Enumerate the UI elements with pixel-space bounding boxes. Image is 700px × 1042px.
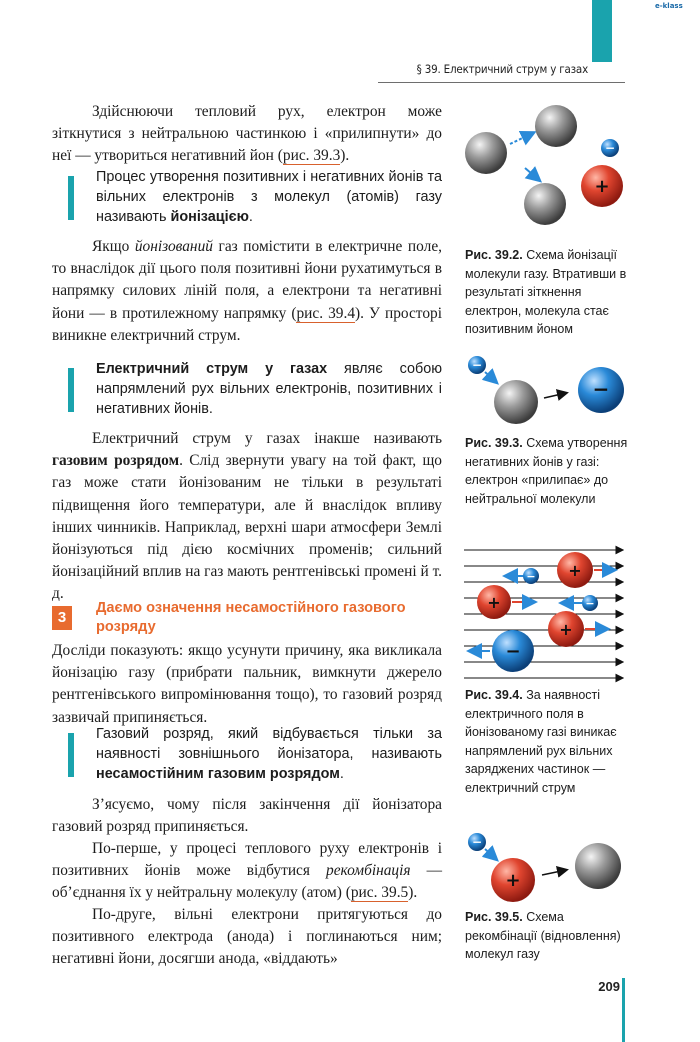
caption-39-2	[465, 246, 635, 339]
caption-39-5	[465, 908, 635, 964]
section-title: Даємо означення несамостійного газового розряду	[96, 600, 406, 635]
site-watermark: e-klass	[655, 2, 683, 10]
paragraph-recombination	[52, 838, 442, 905]
text-segment: . Слід звернути увагу на той факт, що газ може стати йонізованим не тільки в результаті підвищення його температури, але й внаслідок впливу інших чинників. Наприклад, верхні шари атмосфери Землі йонізуються під дією космічних променів; сильний йонізаційний вплив на газ мають рентгенівські промені й т. д.	[52, 452, 442, 603]
definition-gas-current	[96, 359, 442, 420]
plus-sign: +	[505, 870, 521, 891]
minus-sign: −	[471, 835, 483, 849]
text-segment: .	[248, 209, 253, 226]
figure-ref-39-3[interactable]: рис. 39.3	[282, 147, 341, 165]
text-segment: являє собою напрямлений рух вільних електронів, позитивних і негативних йонів.	[96, 361, 442, 418]
paragraph-electron-attachment	[52, 101, 442, 168]
term-gas-discharge: газовим розрядом	[52, 452, 180, 470]
caption-text: Схема утворення негативних йонів у газі: електрон «прилипає» до нейтральної молекули	[465, 436, 628, 506]
caption-label: Рис. 39.5.	[465, 910, 523, 924]
text-segment: Електричний струм у газах інакше називають	[92, 430, 442, 447]
plus-sign: +	[487, 593, 501, 612]
text-segment: З’ясуємо, чому після закінчення дії йонізатора газовий розряд припиняється.	[52, 796, 442, 836]
neutral-molecule	[535, 105, 577, 147]
plus-sign: +	[568, 561, 582, 580]
running-header: § 39. Електричний струм у газах	[416, 62, 588, 76]
plus-sign: +	[594, 176, 610, 197]
text-segment: ).	[340, 147, 350, 165]
footer-accent-bar	[622, 978, 625, 1042]
motion-arrow	[510, 133, 533, 144]
text-segment: газ помістити в електричне поле, то внаслідок дії цього поля позитивні йони рухатимуться в напрямку силових ліній поля, а електрони та негативні йони — в протилежному напрямку (	[52, 238, 443, 322]
motion-arrow	[485, 372, 496, 382]
page-number: 209	[598, 979, 620, 994]
paragraph-why-stops	[52, 794, 442, 838]
caption-text: Схема рекомбінації (відновлення) молекул газу	[465, 910, 621, 962]
term-ionized: йонізований	[134, 238, 213, 255]
term-recombination: рекомбінація	[326, 862, 411, 880]
text-segment: Якщо	[92, 238, 135, 255]
header-rule	[378, 82, 625, 83]
figure-39-5-recombination	[458, 830, 638, 905]
text-segment: — об’єднання їх у нейтральну молекулу (атом) (	[52, 862, 442, 902]
figure-ref-39-5[interactable]: рис. 39.5	[350, 884, 409, 902]
text-segment: Процес утворення позитивних і негативних йонів та вільних електронів з молекул (атомів) газу називають	[96, 169, 442, 226]
figure-39-4-field	[462, 540, 632, 685]
figure-39-2-ionization	[455, 100, 645, 240]
term-gas-current: Електричний струм у газах	[96, 361, 328, 377]
text-segment: Газовий розряд, який відбувається тільки за наявності зовнішнього йонізатора, називають	[96, 726, 442, 763]
transformation-arrow	[542, 870, 566, 875]
section-number-badge: 3	[52, 606, 72, 630]
definition-marker	[68, 733, 74, 777]
caption-label: Рис. 39.4.	[465, 688, 523, 702]
definition-marker	[68, 176, 74, 220]
minus-sign: −	[592, 377, 610, 401]
text-segment: По-перше, у процесі теплового руху електронів і позитивних йонів може відбутися	[52, 840, 442, 880]
text-segment: Досліди показують: якщо усунути причину, яка викликала йонізацію газу (прибрати пальник, вимкнути джерело рентгенівського випромінювання тощо), то газовий розряд зазвичай припиняється.	[52, 642, 442, 726]
caption-label: Рис. 39.2.	[465, 248, 523, 262]
text-segment: ).	[408, 884, 418, 902]
definition-marker	[68, 368, 74, 412]
neutral-molecule	[465, 132, 507, 174]
neutral-molecule	[494, 380, 538, 424]
definition-non-self-sustained-discharge	[96, 724, 442, 785]
figure-39-3-attachment	[458, 350, 638, 430]
caption-text: За наявності електричного поля в йонізованому газі виникає напрямлений рух вільних заряджених частинок — електричний струм	[465, 688, 617, 795]
paragraph-ionized-gas-field	[52, 236, 442, 347]
transformation-arrow	[544, 393, 566, 398]
paragraph-gas-discharge	[52, 428, 442, 606]
minus-sign: −	[604, 141, 616, 155]
motion-arrow	[525, 168, 539, 180]
term-ionization: йонізацією	[170, 209, 249, 226]
caption-39-4	[465, 686, 635, 798]
minus-sign: −	[526, 570, 536, 583]
term-non-self-sustained-discharge: несамостійним газовим розрядом	[96, 766, 340, 783]
caption-39-3	[465, 434, 635, 508]
minus-sign: −	[585, 597, 595, 610]
figure-ref-39-4[interactable]: рис. 39.4	[296, 304, 356, 322]
paragraph-experiments	[52, 640, 442, 729]
plus-sign: +	[559, 620, 573, 639]
definition-ionization	[96, 167, 442, 228]
caption-label: Рис. 39.3.	[465, 436, 523, 450]
caption-text: Схема йонізації молекули газу. Втративши в результаті зіткнення електрон, молекула стає позитивним йоном	[465, 248, 627, 337]
paragraph-anode-absorption	[52, 904, 442, 971]
text-segment: По-друге, вільні електрони притягуються до позитивного електрода (анода) і поглинаються ним; негативні йони, досягши анода, «віддають»	[52, 906, 442, 968]
text-segment: .	[339, 766, 344, 783]
motion-arrow	[485, 849, 496, 859]
neutral-molecule	[524, 183, 566, 225]
text-segment: ). У просторі виникне електричний струм.	[52, 304, 442, 344]
neutral-molecule	[575, 843, 621, 889]
text-segment: Здійснюючи тепловий рух, електрон може зіткнутися з нейтральною частинкою і «прилипнути» до неї — утвориться негативний йон (	[52, 103, 442, 165]
minus-sign: −	[505, 641, 521, 662]
minus-sign: −	[471, 358, 483, 372]
header-accent-bar	[592, 0, 612, 62]
